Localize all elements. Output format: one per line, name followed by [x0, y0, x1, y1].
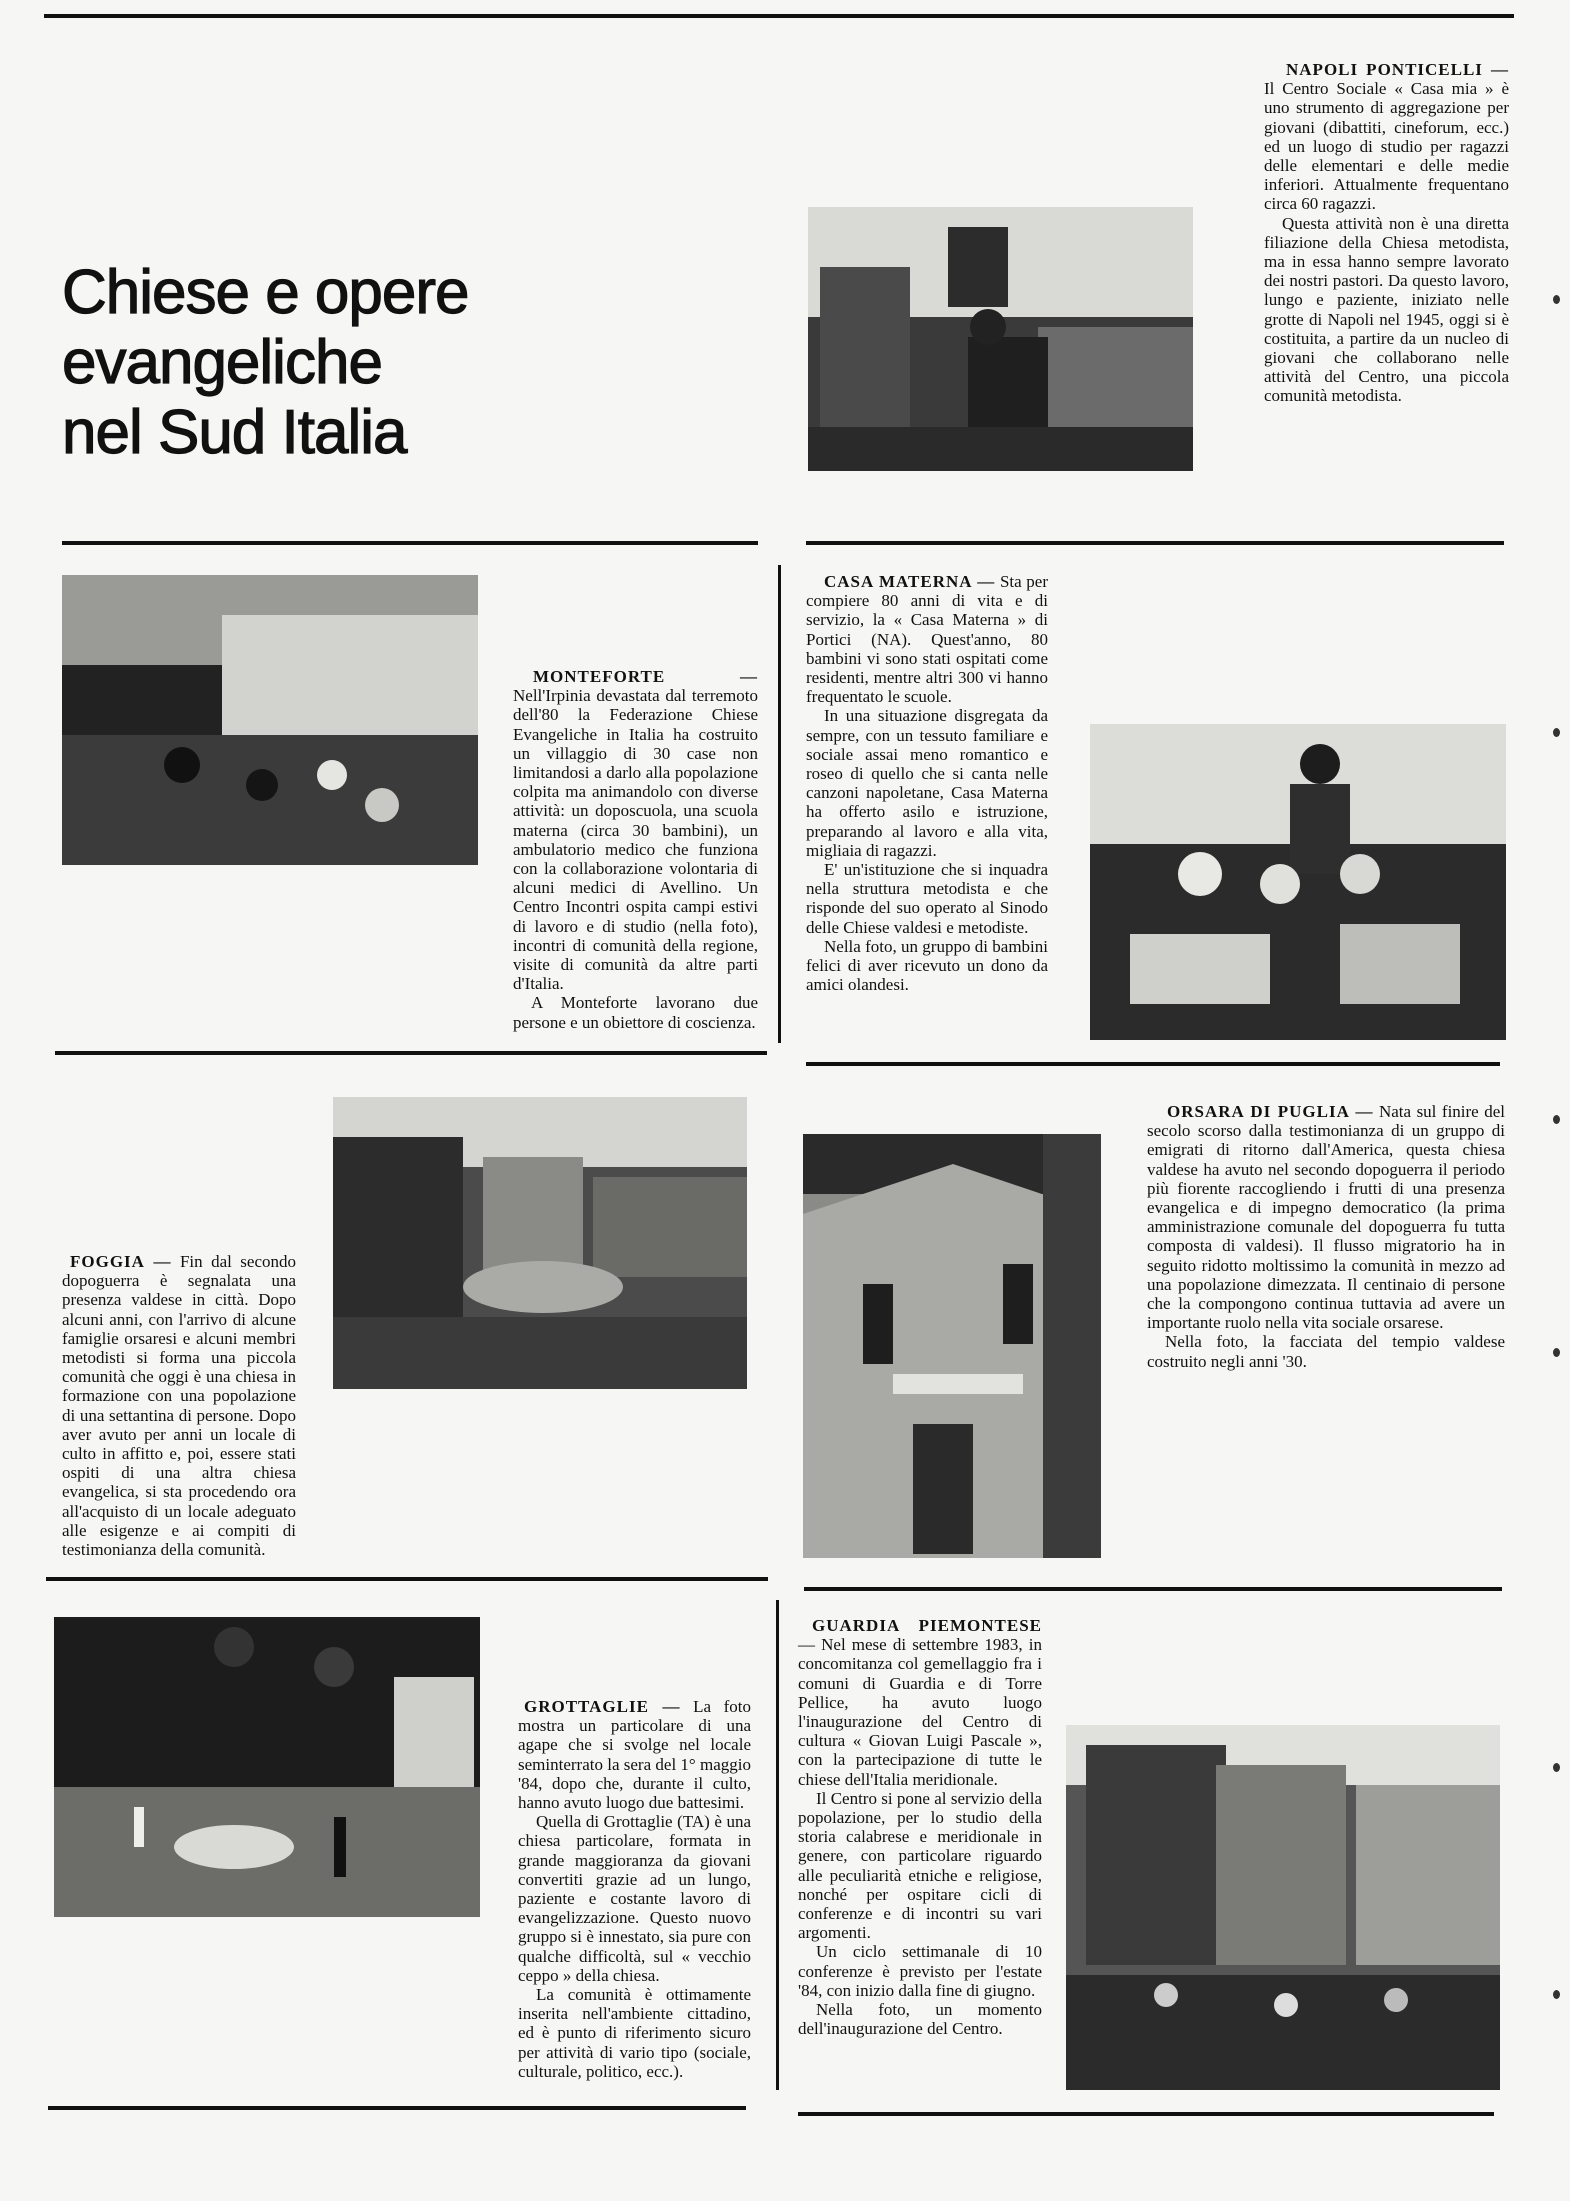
- bottom-left-rule: [48, 2106, 746, 2110]
- photo-monteforte-camp: [62, 575, 478, 865]
- article-paragraph: Nell'Irpinia devastata dal terremoto dell'80 la Federazione Chiese Evangeliche in Italia ha costruito un villaggio di 30 case non limitandosi a darlo alla popolazione colpita ma animandolo con diverse attività: un doposcuola, una scuola materna (circa 30 bambini), un ambulatorio medico che funziona con la collaborazione volontaria di alcuni medici di Avellino. Un Centro Incontri ospita campi estivi di lavoro e di studio (nella foto), incontri di comunità della regione, visite di comunità da altre parti d'Italia.: [513, 686, 758, 994]
- binding-hole-mark: [1553, 295, 1560, 304]
- article-monteforte: [513, 667, 758, 1032]
- article-kicker: CASA MATERNA —: [824, 572, 996, 591]
- photo-foggia-city: [333, 1097, 747, 1389]
- article-paragraph: La comunità è ottimamente inserita nell'ambiente cittadino, ed è punto di riferimento sicuro per attività di vario tipo (sociale, culturale, politico, ecc.).: [518, 1985, 751, 2081]
- article-paragraph: E' un'istituzione che si inquadra nella struttura metodista e che risponde del suo operato al Sinodo delle Chiese valdesi e metodiste.: [806, 860, 1048, 937]
- article-paragraph: Questa attività non è una diretta filiazione della Chiesa metodista, ma in essa hanno sempre lavorato dei nostri pastori. Da questo lavoro, lungo e paziente, iniziato nelle grotte di Napoli nel 1945, oggi si è costituita, a partire da un nucleo di giovani che collaborano nelle attività del Centro, una piccola comunità metodista.: [1264, 213, 1509, 406]
- article-kicker: GUARDIA PIEMONTESE: [812, 1616, 1042, 1635]
- article-napoli-ponticelli: [1264, 60, 1509, 406]
- page-title: [62, 258, 682, 468]
- photo-grottaglie-agape: [54, 1617, 480, 1917]
- binding-hole-mark: [1553, 1763, 1560, 1772]
- photo-orsara-temple: [803, 1134, 1101, 1558]
- right-top-rule: [806, 541, 1504, 545]
- article-paragraph: Nella foto, la facciata del tempio valdese costruito negli anni '30.: [1147, 1332, 1505, 1371]
- article-paragraph: Il Centro Sociale « Casa mia » è uno strumento di aggregazione per giovani (dibattiti, cineforum, ecc.) ed un luogo di studio per ragazzi delle elementari e delle medie inferiori. Attualmente frequentano circa 60 ragazzi.: [1264, 79, 1509, 214]
- article-guardia-piemontese: [798, 1616, 1042, 2038]
- binding-hole-mark: [1553, 1115, 1560, 1124]
- article-casa-materna: [806, 572, 1048, 994]
- article-paragraph: A Monteforte lavorano due persone e un obiettore di coscienza.: [513, 993, 758, 1032]
- article-kicker: MONTEFORTE —: [533, 667, 758, 686]
- row3-right-rule: [804, 1587, 1502, 1591]
- bottom-right-rule: [798, 2112, 1494, 2116]
- row3-left-rule: [46, 1577, 768, 1581]
- photo-guardia-inauguration: [1066, 1725, 1500, 2090]
- article-kicker: FOGGIA —: [70, 1252, 172, 1271]
- article-paragraph: — Nel mese di settembre 1983, in concomitanza col gemellaggio fra i comuni di Guardia e di Torre Pellice, ha avuto luogo l'inaugurazione del Centro di cultura « Giovan Luigi Pascale », con la partecipazione di tutte le chiese dell'Italia meridionale.: [798, 1635, 1042, 1789]
- binding-hole-mark: [1553, 1990, 1560, 1999]
- title-line-2: evangeliche: [62, 328, 382, 397]
- article-orsara-di-puglia: [1147, 1102, 1505, 1371]
- photo-napoli-centro-sociale: [808, 207, 1193, 471]
- article-paragraph: Sta per compiere 80 anni di vita e di servizio, la « Casa Materna » di Portici (NA). Quest'anno, 80 bambini vi sono stati ospitati come residenti, mentre altri 300 vi hanno frequentato le scuole.: [806, 572, 1049, 707]
- title-line-3: nel Sud Italia: [62, 398, 407, 467]
- article-paragraph: Quella di Grottaglie (TA) è una chiesa particolare, formata in grande maggioranza da giovani convertiti grazie ad un lungo, paziente e costante lavoro di evangelizzazione. Questo nuovo gruppo si è innestato, sia pure con qualche difficoltà, sul « vecchio ceppo » della chiesa.: [518, 1812, 751, 1985]
- article-grottaglie: [518, 1697, 751, 2081]
- title-line-1: Chiese e opere: [62, 258, 469, 327]
- article-kicker: NAPOLI PONTICELLI —: [1286, 60, 1509, 79]
- article-kicker: ORSARA DI PUGLIA —: [1167, 1102, 1374, 1121]
- column-divider-row1: [778, 565, 781, 1043]
- article-paragraph: Nella foto, un momento dell'inaugurazione del Centro.: [798, 2000, 1042, 2039]
- article-paragraph: Un ciclo settimanale di 10 conferenze è previsto per l'estate '84, con inizio dalla fine di giugno.: [798, 1942, 1042, 2000]
- article-paragraph: La foto mostra un particolare di una agape che si svolge nel locale seminterrato la sera del 1° maggio '84, dopo che, durante il culto, hanno avuto luogo due battesimi.: [518, 1697, 751, 1813]
- binding-hole-mark: [1553, 728, 1560, 737]
- title-rule: [62, 541, 758, 545]
- article-paragraph: Nata sul finire del secolo scorso dalla testimonianza di un gruppo di emigrati di ritorno dall'America, questa chiesa valdese ha avuto nel secondo dopoguerra il periodo più fiorente raccogliendo i frutti di una presenza evangelica e di impegno democratico (la prima amministrazione comunale del dopoguerra fu tutta composta di valdesi). Il flusso migratorio ha in seguito ridotto moltissimo la comunità in mezzo ad una popolazione dimezzata. Il centinaio di persone che la compongono continua tuttavia ad avere un importante ruolo nella vita sociale orsarese.: [1147, 1102, 1506, 1333]
- article-paragraph: In una situazione disgregata da sempre, con un tessuto familiare e sociale assai meno romantico e roseo di quello che si canta nelle canzoni napoletane, Casa Materna ha offerto asilo e istruzione, preparando al lavoro e alla vita, migliaia di ragazzi.: [806, 706, 1048, 860]
- row2-left-rule: [55, 1051, 767, 1055]
- article-kicker: GROTTAGLIE —: [524, 1697, 681, 1716]
- article-paragraph: Fin dal secondo dopoguerra è segnalata una presenza valdese in città. Dopo alcuni anni, con l'arrivo di alcune famiglie orsaresi e alcuni membri metodisti si forma una piccola comunità che oggi è una chiesa in formazione con una popolazione di una settantina di persone. Dopo aver avuto per anni un locale di culto in affitto e, poi, essere stati ospiti di una altra chiesa evangelica, si sta procedendo ora all'acquisto di un locale adeguato alle esigenze e ai compiti di testimonianza della comunità.: [62, 1252, 297, 1560]
- top-rule: [44, 14, 1514, 18]
- binding-hole-mark: [1553, 1348, 1560, 1357]
- article-paragraph: Il Centro si pone al servizio della popolazione, per lo studio della storia calabrese e meridionale in genere, con particolare riguardo alle peculiarità etniche e religiose, nonché per ospitare cicli di conferenze e di incontri su vari argomenti.: [798, 1788, 1042, 1943]
- column-divider-row4: [776, 1600, 779, 2090]
- row2-right-rule: [806, 1062, 1500, 1066]
- article-foggia: [62, 1252, 296, 1559]
- article-paragraph: Nella foto, un gruppo di bambini felici di aver ricevuto un dono da amici olandesi.: [806, 936, 1048, 995]
- photo-casa-materna-children: [1090, 724, 1506, 1040]
